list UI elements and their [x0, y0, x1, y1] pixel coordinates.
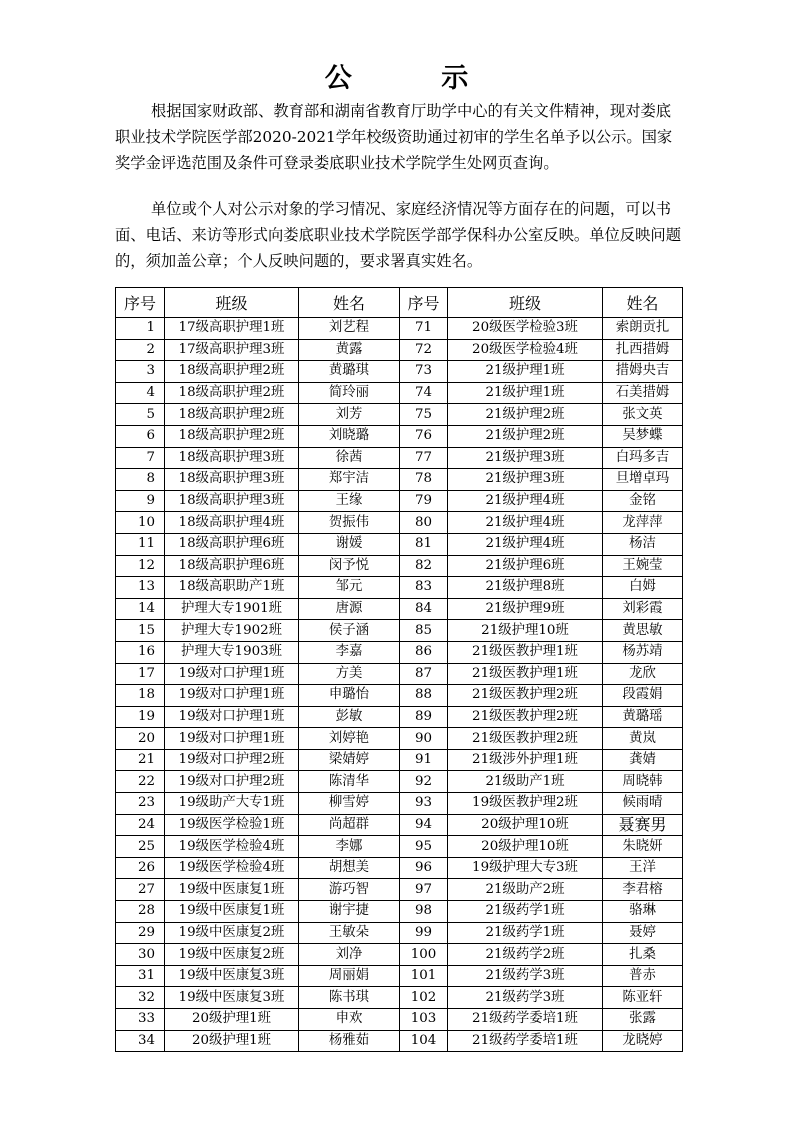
cell-class-right: 21级药学1班 — [448, 922, 603, 944]
cell-name-right: 索朗贡扎 — [603, 318, 683, 340]
cell-name-left: 闵予悦 — [299, 555, 400, 577]
cell-name-left: 王缘 — [299, 490, 400, 512]
cell-index-right: 84 — [400, 598, 448, 620]
cell-index-right: 79 — [400, 490, 448, 512]
cell-name-left: 胡想美 — [299, 857, 400, 879]
cell-name-right: 刘彩霞 — [603, 598, 683, 620]
table-row — [116, 404, 683, 426]
cell-name-right: 龚婧 — [603, 749, 683, 771]
cell-name-left: 彭敏 — [299, 706, 400, 728]
cell-name-left: 邹元 — [299, 577, 400, 599]
header-name-right: 姓名 — [603, 288, 683, 318]
cell-class-right: 21级护理1班 — [448, 382, 603, 404]
cell-class-left: 19级对口护理2班 — [165, 749, 299, 771]
table-row — [116, 1009, 683, 1031]
cell-class-right: 21级护理9班 — [448, 598, 603, 620]
cell-index-left: 32 — [116, 987, 165, 1009]
cell-index-right: 78 — [400, 469, 448, 491]
cell-class-left: 18级高职护理2班 — [165, 404, 299, 426]
cell-class-right: 20级医学检验3班 — [448, 318, 603, 340]
cell-class-right: 20级护理10班 — [448, 836, 603, 858]
cell-class-left: 19级对口护理1班 — [165, 706, 299, 728]
table-row — [116, 339, 683, 361]
cell-class-left: 19级中医康复2班 — [165, 922, 299, 944]
cell-class-right: 19级护理大专3班 — [448, 857, 603, 879]
cell-index-right: 102 — [400, 987, 448, 1009]
cell-index-right: 98 — [400, 901, 448, 923]
cell-class-left: 18级高职护理6班 — [165, 555, 299, 577]
cell-name-left: 陈清华 — [299, 771, 400, 793]
cell-name-left: 王敏朵 — [299, 922, 400, 944]
cell-index-left: 7 — [116, 447, 165, 469]
cell-index-right: 74 — [400, 382, 448, 404]
table-row — [116, 598, 683, 620]
cell-class-right: 21级护理4班 — [448, 512, 603, 534]
cell-class-left: 18级高职护理2班 — [165, 425, 299, 447]
cell-class-right: 21级护理6班 — [448, 555, 603, 577]
cell-index-right: 96 — [400, 857, 448, 879]
cell-index-right: 87 — [400, 663, 448, 685]
cell-index-left: 34 — [116, 1030, 165, 1052]
cell-index-right: 83 — [400, 577, 448, 599]
cell-name-right: 石美措姆 — [603, 382, 683, 404]
student-list-table — [115, 287, 683, 1052]
cell-index-left: 9 — [116, 490, 165, 512]
cell-name-right: 朱晓妍 — [603, 836, 683, 858]
cell-name-left: 杨雅茹 — [299, 1030, 400, 1052]
cell-index-right: 104 — [400, 1030, 448, 1052]
table-row — [116, 490, 683, 512]
cell-name-right: 旦增卓玛 — [603, 469, 683, 491]
cell-index-left: 22 — [116, 771, 165, 793]
cell-name-left: 申欢 — [299, 1009, 400, 1031]
cell-class-right: 21级护理3班 — [448, 469, 603, 491]
cell-index-left: 18 — [116, 685, 165, 707]
cell-name-right: 候雨晴 — [603, 793, 683, 815]
cell-class-left: 17级高职护理1班 — [165, 318, 299, 340]
cell-name-right: 王婉莹 — [603, 555, 683, 577]
cell-class-right: 19级医教护理2班 — [448, 793, 603, 815]
cell-index-right: 82 — [400, 555, 448, 577]
cell-class-left: 19级助产大专1班 — [165, 793, 299, 815]
cell-name-right: 杨洁 — [603, 533, 683, 555]
cell-index-left: 21 — [116, 749, 165, 771]
cell-name-left: 柳雪婷 — [299, 793, 400, 815]
cell-index-left: 25 — [116, 836, 165, 858]
cell-class-right: 21级药学委培1班 — [448, 1030, 603, 1052]
cell-class-left: 18级高职护理2班 — [165, 382, 299, 404]
table-row — [116, 965, 683, 987]
cell-name-left: 李嘉 — [299, 641, 400, 663]
page-title: 公 示 — [324, 63, 509, 94]
cell-index-left: 29 — [116, 922, 165, 944]
cell-index-left: 4 — [116, 382, 165, 404]
cell-name-right: 张文英 — [603, 404, 683, 426]
table-row — [116, 361, 683, 383]
cell-class-left: 19级医学检验4班 — [165, 857, 299, 879]
cell-class-right: 21级护理3班 — [448, 447, 603, 469]
cell-index-right: 72 — [400, 339, 448, 361]
table-row — [116, 685, 683, 707]
cell-name-right: 金铭 — [603, 490, 683, 512]
cell-class-right: 21级助产2班 — [448, 879, 603, 901]
cell-index-right: 73 — [400, 361, 448, 383]
cell-index-left: 17 — [116, 663, 165, 685]
cell-name-left: 申璐怡 — [299, 685, 400, 707]
table-row — [116, 901, 683, 923]
cell-index-left: 24 — [116, 814, 165, 836]
cell-index-left: 12 — [116, 555, 165, 577]
cell-class-right: 21级药学3班 — [448, 965, 603, 987]
cell-index-right: 76 — [400, 425, 448, 447]
cell-index-right: 88 — [400, 685, 448, 707]
table-row — [116, 706, 683, 728]
cell-class-right: 21级药学1班 — [448, 901, 603, 923]
cell-name-left: 尚超群 — [299, 814, 400, 836]
cell-class-left: 19级中医康复2班 — [165, 944, 299, 966]
table-row — [116, 641, 683, 663]
table-header-row — [116, 288, 683, 318]
cell-name-left: 徐茜 — [299, 447, 400, 469]
cell-name-right: 王洋 — [603, 857, 683, 879]
cell-name-right: 龙晓婷 — [603, 1030, 683, 1052]
table-row — [116, 879, 683, 901]
cell-name-left: 刘婷艳 — [299, 728, 400, 750]
cell-name-left: 郑宇洁 — [299, 469, 400, 491]
cell-index-right: 89 — [400, 706, 448, 728]
cell-class-right: 21级护理4班 — [448, 533, 603, 555]
cell-class-left: 19级对口护理1班 — [165, 728, 299, 750]
cell-class-right: 21级护理10班 — [448, 620, 603, 642]
cell-name-right: 扎桑 — [603, 944, 683, 966]
table-row — [116, 555, 683, 577]
cell-class-right: 20级医学检验4班 — [448, 339, 603, 361]
cell-class-left: 20级护理1班 — [165, 1009, 299, 1031]
cell-index-right: 75 — [400, 404, 448, 426]
table-row — [116, 425, 683, 447]
cell-name-left: 梁婧婷 — [299, 749, 400, 771]
cell-index-left: 30 — [116, 944, 165, 966]
cell-class-left: 19级对口护理1班 — [165, 663, 299, 685]
header-index-left: 序号 — [116, 288, 165, 318]
cell-class-right: 21级医教护理2班 — [448, 706, 603, 728]
cell-name-left: 贺振伟 — [299, 512, 400, 534]
cell-class-right: 21级医教护理1班 — [448, 641, 603, 663]
table-row — [116, 318, 683, 340]
cell-index-right: 86 — [400, 641, 448, 663]
cell-index-left: 11 — [116, 533, 165, 555]
cell-index-left: 27 — [116, 879, 165, 901]
cell-name-right: 吴梦蝶 — [603, 425, 683, 447]
cell-name-left: 黄露 — [299, 339, 400, 361]
cell-name-left: 刘晓璐 — [299, 425, 400, 447]
cell-name-left: 方美 — [299, 663, 400, 685]
cell-index-left: 8 — [116, 469, 165, 491]
cell-index-right: 100 — [400, 944, 448, 966]
cell-index-left: 15 — [116, 620, 165, 642]
cell-name-right: 聂赛男 — [603, 814, 683, 836]
table-row — [116, 814, 683, 836]
table-row — [116, 382, 683, 404]
cell-index-right: 92 — [400, 771, 448, 793]
cell-name-right: 李君榕 — [603, 879, 683, 901]
cell-class-left: 17级高职护理3班 — [165, 339, 299, 361]
cell-index-right: 93 — [400, 793, 448, 815]
table-row — [116, 469, 683, 491]
cell-name-left: 侯子涵 — [299, 620, 400, 642]
cell-class-left: 18级高职护理6班 — [165, 533, 299, 555]
cell-name-left: 谢宇捷 — [299, 901, 400, 923]
cell-name-left: 游巧智 — [299, 879, 400, 901]
cell-index-right: 101 — [400, 965, 448, 987]
cell-name-left: 黄璐琪 — [299, 361, 400, 383]
cell-name-left: 刘芳 — [299, 404, 400, 426]
table-row — [116, 728, 683, 750]
cell-index-left: 3 — [116, 361, 165, 383]
cell-class-left: 护理大专1903班 — [165, 641, 299, 663]
table-row — [116, 749, 683, 771]
cell-name-right: 周晓韩 — [603, 771, 683, 793]
cell-name-left: 周丽娟 — [299, 965, 400, 987]
cell-class-left: 19级中医康复1班 — [165, 901, 299, 923]
table-row — [116, 577, 683, 599]
cell-class-left: 18级高职护理3班 — [165, 490, 299, 512]
cell-index-right: 103 — [400, 1009, 448, 1031]
cell-class-right: 21级医教护理2班 — [448, 685, 603, 707]
cell-index-right: 90 — [400, 728, 448, 750]
cell-class-left: 20级护理1班 — [165, 1030, 299, 1052]
cell-name-right: 黄岚 — [603, 728, 683, 750]
cell-index-right: 85 — [400, 620, 448, 642]
cell-name-right: 白玛多吉 — [603, 447, 683, 469]
table-row — [116, 512, 683, 534]
cell-class-left: 19级对口护理1班 — [165, 685, 299, 707]
header-name-left: 姓名 — [299, 288, 400, 318]
cell-class-right: 20级护理10班 — [448, 814, 603, 836]
cell-index-right: 91 — [400, 749, 448, 771]
cell-class-right: 21级涉外护理1班 — [448, 749, 603, 771]
cell-class-left: 18级高职护理3班 — [165, 447, 299, 469]
table-row — [116, 1030, 683, 1052]
table-row — [116, 987, 683, 1009]
cell-index-left: 28 — [116, 901, 165, 923]
cell-name-right: 陈亚轩 — [603, 987, 683, 1009]
table-row — [116, 663, 683, 685]
table-row — [116, 620, 683, 642]
cell-name-right: 白姆 — [603, 577, 683, 599]
cell-index-left: 14 — [116, 598, 165, 620]
cell-index-left: 26 — [116, 857, 165, 879]
cell-index-left: 23 — [116, 793, 165, 815]
cell-class-left: 19级对口护理2班 — [165, 771, 299, 793]
cell-class-right: 21级药学委培1班 — [448, 1009, 603, 1031]
cell-class-right: 21级护理1班 — [448, 361, 603, 383]
cell-class-right: 21级助产1班 — [448, 771, 603, 793]
cell-class-right: 21级护理4班 — [448, 490, 603, 512]
table-row — [116, 836, 683, 858]
table-row — [116, 447, 683, 469]
cell-index-right: 71 — [400, 318, 448, 340]
table-row — [116, 922, 683, 944]
cell-name-right: 龙欣 — [603, 663, 683, 685]
cell-class-left: 18级高职助产1班 — [165, 577, 299, 599]
cell-class-left: 18级高职护理3班 — [165, 469, 299, 491]
cell-name-right: 扎西措姆 — [603, 339, 683, 361]
table-row — [116, 793, 683, 815]
cell-index-right: 94 — [400, 814, 448, 836]
cell-index-right: 95 — [400, 836, 448, 858]
cell-index-left: 1 — [116, 318, 165, 340]
cell-class-right: 21级药学3班 — [448, 987, 603, 1009]
cell-class-right: 21级护理8班 — [448, 577, 603, 599]
header-class-left: 班级 — [165, 288, 299, 318]
cell-name-left: 唐源 — [299, 598, 400, 620]
cell-class-left: 19级中医康复3班 — [165, 965, 299, 987]
cell-index-left: 31 — [116, 965, 165, 987]
intro-paragraph: 根据国家财政部、教育部和湖南省教育厅助学中心的有关文件精神，现对娄底职业技术学院医学部2020-2021学年校级资助通过初审的学生名单予以公示。国家奖学金评选范围及条件可登录娄底职业技术学院学生处网页查询。 — [115, 102, 673, 172]
cell-name-left: 简玲丽 — [299, 382, 400, 404]
cell-index-left: 19 — [116, 706, 165, 728]
cell-index-left: 20 — [116, 728, 165, 750]
cell-class-left: 18级高职护理2班 — [165, 361, 299, 383]
cell-index-right: 80 — [400, 512, 448, 534]
cell-index-left: 6 — [116, 425, 165, 447]
cell-class-left: 19级中医康复1班 — [165, 879, 299, 901]
cell-name-right: 张露 — [603, 1009, 683, 1031]
cell-class-left: 19级医学检验1班 — [165, 814, 299, 836]
cell-class-right: 21级医教护理2班 — [448, 728, 603, 750]
cell-class-right: 21级药学2班 — [448, 944, 603, 966]
cell-index-right: 97 — [400, 879, 448, 901]
cell-class-right: 21级护理2班 — [448, 425, 603, 447]
cell-index-right: 77 — [400, 447, 448, 469]
cell-name-right: 黄思敏 — [603, 620, 683, 642]
table-row — [116, 857, 683, 879]
cell-class-left: 19级医学检验4班 — [165, 836, 299, 858]
cell-name-left: 李娜 — [299, 836, 400, 858]
table-row — [116, 944, 683, 966]
cell-index-left: 5 — [116, 404, 165, 426]
cell-index-left: 13 — [116, 577, 165, 599]
table-row — [116, 771, 683, 793]
cell-index-left: 2 — [116, 339, 165, 361]
cell-class-left: 护理大专1902班 — [165, 620, 299, 642]
cell-class-left: 护理大专1901班 — [165, 598, 299, 620]
header-class-right: 班级 — [448, 288, 603, 318]
cell-name-right: 龙萍萍 — [603, 512, 683, 534]
cell-class-left: 19级中医康复3班 — [165, 987, 299, 1009]
cell-index-right: 99 — [400, 922, 448, 944]
cell-name-right: 杨苏靖 — [603, 641, 683, 663]
cell-index-right: 81 — [400, 533, 448, 555]
cell-name-right: 段霞娟 — [603, 685, 683, 707]
cell-index-left: 16 — [116, 641, 165, 663]
cell-class-left: 18级高职护理4班 — [165, 512, 299, 534]
cell-class-right: 21级医教护理1班 — [448, 663, 603, 685]
cell-name-right: 措姆央吉 — [603, 361, 683, 383]
cell-name-right: 骆琳 — [603, 901, 683, 923]
cell-name-left: 谢媛 — [299, 533, 400, 555]
cell-name-right: 黄璐瑶 — [603, 706, 683, 728]
feedback-paragraph: 单位或个人对公示对象的学习情况、家庭经济情况等方面存在的问题，可以书面、电话、来访等形式向娄底职业技术学院医学部学保科办公室反映。单位反映问题的，须加盖公章；个人反映问题的，要求署真实姓名。 — [115, 200, 681, 270]
cell-class-right: 21级护理2班 — [448, 404, 603, 426]
cell-index-left: 33 — [116, 1009, 165, 1031]
cell-index-left: 10 — [116, 512, 165, 534]
cell-name-right: 聂婷 — [603, 922, 683, 944]
header-index-right: 序号 — [400, 288, 448, 318]
cell-name-right: 普赤 — [603, 965, 683, 987]
cell-name-left: 刘艺程 — [299, 318, 400, 340]
cell-name-left: 刘净 — [299, 944, 400, 966]
cell-name-left: 陈书琪 — [299, 987, 400, 1009]
table-row — [116, 533, 683, 555]
